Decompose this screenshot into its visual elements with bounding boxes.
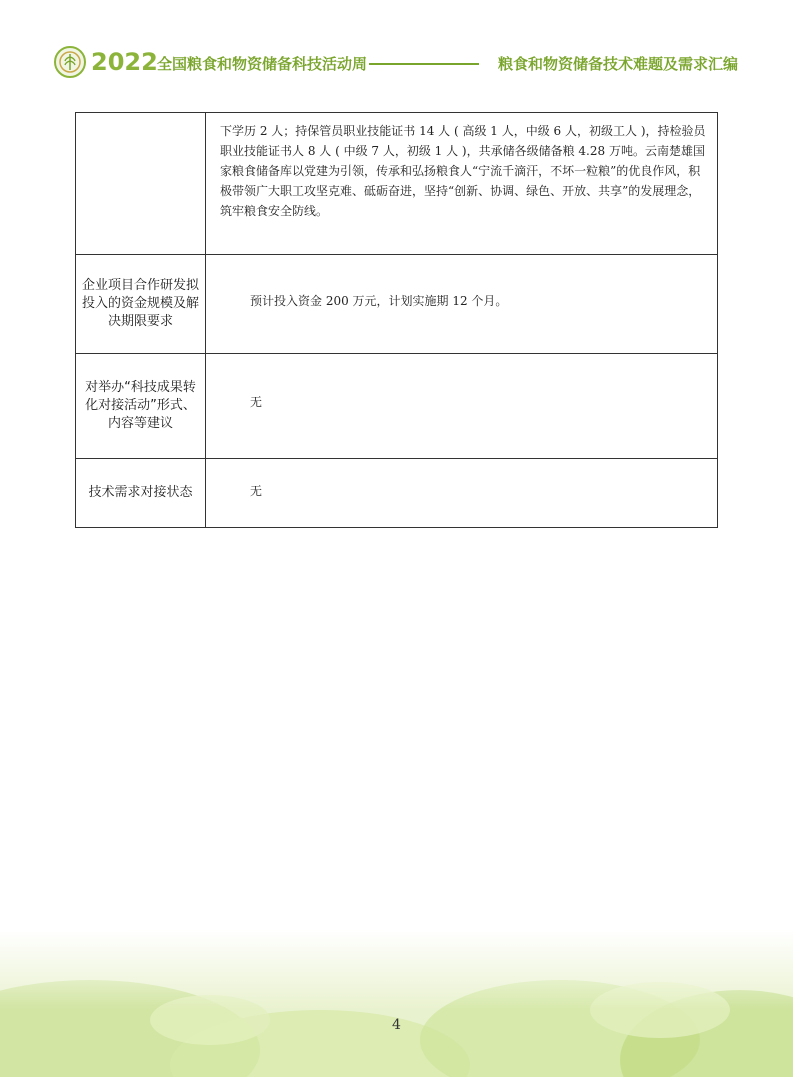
header-year: 2022 — [91, 48, 158, 76]
row-label: 技术需求对接状态 — [76, 459, 206, 528]
funding-scale-text: 预计投入资金 200 万元，计划实施期 12 个月。 — [206, 255, 718, 354]
activity-suggestion-text: 无 — [206, 354, 718, 459]
row-label — [76, 113, 206, 255]
green-foliage-decoration — [0, 930, 793, 1077]
booklet-title: 粮食和物资储备技术难题及需求汇编 — [497, 55, 738, 73]
event-title: 全国粮食和物资储备科技活动周 — [157, 55, 368, 73]
company-intro-text: 下学历 2 人；持保管员职业技能证书 14 人 ( 高级 1 人，中级 6 人，初级工人 )，持检验员职业技能证书人 8 人 ( 中级 7 人，初级 1 人 )，共承储各级储备粮 4.28 万吨。云南楚雄国家粮食储备库以党建为引领，传承和弘扬粮食人“宁流千滴汗，不坏一粒粮”的优良作风，积极带领广大职工攻坚克难、砥砺奋进，坚持“创新、协调、绿色、开放、共享”的发展理念，筑牢粮食安全防线。 — [206, 113, 718, 255]
grain-emblem-icon — [54, 46, 86, 78]
table-row — [76, 459, 718, 528]
docking-status-text: 无 — [206, 459, 718, 528]
row-label: 对举办“科技成果转化对接活动”形式、内容等建议 — [76, 354, 206, 459]
page-header — [54, 44, 744, 80]
page-number: 4 — [392, 1017, 401, 1033]
table-row — [76, 354, 718, 459]
project-info-table — [75, 112, 718, 528]
row-label: 企业项目合作研发拟投入的资金规模及解决期限要求 — [76, 255, 206, 354]
header-divider — [369, 63, 479, 65]
table-row — [76, 113, 718, 255]
table-row — [76, 255, 718, 354]
